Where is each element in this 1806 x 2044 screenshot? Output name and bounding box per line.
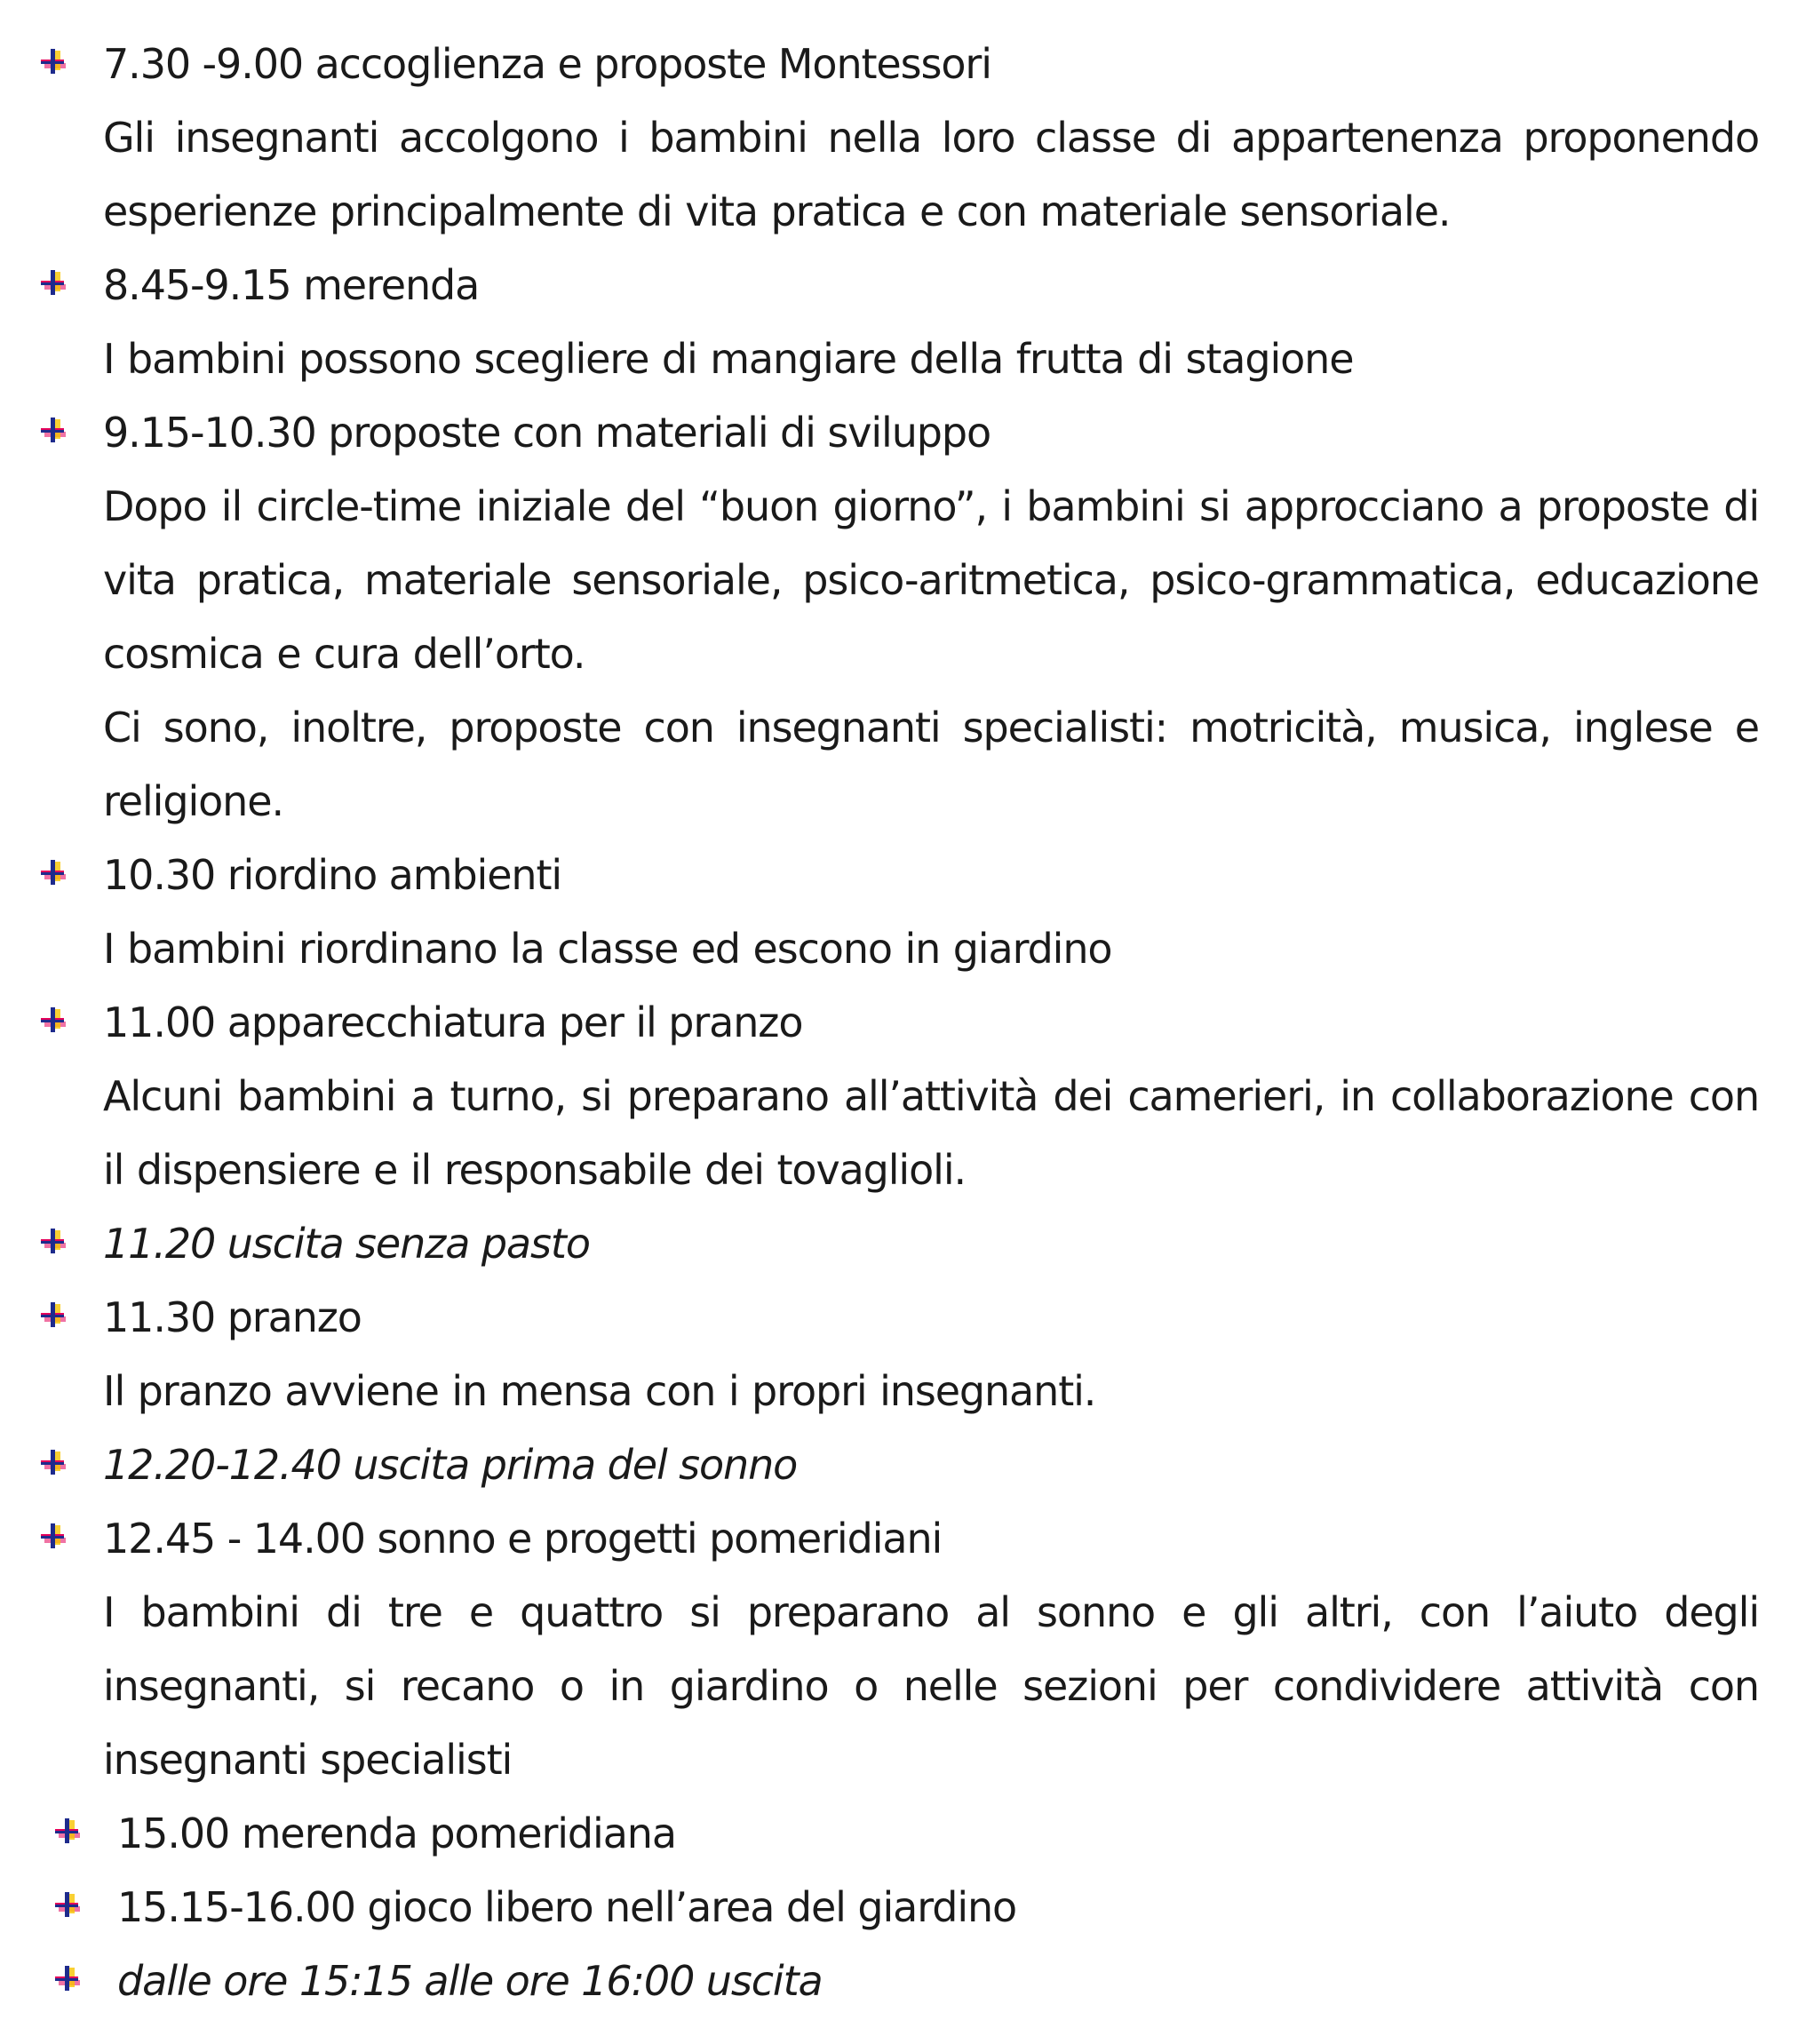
schedule-item: [0, 986, 1806, 1060]
bullet-icon: [39, 1448, 69, 1478]
item-heading: 10.30 riordino ambienti: [103, 851, 562, 899]
item-heading: 11.30 pranzo: [103, 1293, 362, 1341]
item-heading: 11.20 uscita senza pasto: [103, 1220, 590, 1268]
item-description: Alcuni bambini a turno, si preparano all’attività dei camerieri, in collaborazione con il dispensiere e il responsabile dei tovaglioli.: [103, 1072, 1759, 1194]
item-description: Ci sono, inoltre, proposte con insegnanti specialisti: motricità, musica, inglese e religione.: [103, 704, 1759, 825]
item-description: I bambini riordinano la classe ed escono in giardino: [103, 925, 1112, 973]
bullet-icon: [39, 416, 69, 446]
schedule-item: [0, 249, 1806, 322]
schedule-item: [0, 1281, 1806, 1355]
bullet-icon: [39, 1227, 69, 1257]
schedule-item: [0, 28, 1806, 101]
bullet-icon: [39, 1300, 69, 1331]
item-description: Dopo il circle-time iniziale del “buon giorno”, i bambini si approcciano a proposte di vita pratica, materiale sensoriale, psico-aritmetica, psico-grammatica, educazione cosmica e cura dell’orto.: [103, 482, 1759, 678]
schedule-item: [0, 396, 1806, 470]
item-heading: 15.00 merenda pomeridiana: [117, 1809, 676, 1857]
item-heading: 11.00 apparecchiatura per il pranzo: [103, 998, 803, 1046]
item-heading: 15.15-16.00 gioco libero nell’area del giardino: [117, 1883, 1017, 1931]
schedule-item: [0, 1207, 1806, 1281]
item-description: Il pranzo avviene in mensa con i propri insegnanti.: [103, 1367, 1096, 1415]
item-heading: dalle ore 15:15 alle ore 16:00 uscita: [117, 1957, 823, 2005]
item-heading: 12.20-12.40 uscita prima del sonno: [103, 1441, 798, 1489]
schedule-item: [0, 1797, 1806, 1871]
schedule-item: [0, 1945, 1806, 2018]
schedule-item: [0, 1502, 1806, 1576]
item-description: I bambini di tre e quattro si preparano al sonno e gli altri, con l’aiuto degli insegnanti, si recano o in giardino o nelle sezioni per condividere attività con insegnanti specialisti: [103, 1588, 1759, 1784]
bullet-icon: [53, 1817, 84, 1847]
item-description: Gli insegnanti accolgono i bambini nella loro classe di appartenenza proponendo esperienze principalmente di vita pratica e con materiale sensoriale.: [103, 114, 1759, 235]
item-heading: 7.30 -9.00 accoglienza e proposte Montessori: [103, 40, 991, 88]
bullet-icon: [53, 1964, 84, 1994]
item-description: I bambini possono scegliere di mangiare della frutta di stagione: [103, 335, 1354, 383]
item-heading: 8.45-9.15 merenda: [103, 261, 480, 309]
schedule-item: [0, 1871, 1806, 1945]
bullet-icon: [53, 1890, 84, 1921]
bullet-icon: [39, 47, 69, 77]
schedule-item: [0, 839, 1806, 912]
item-heading: 9.15-10.30 proposte con materiali di sviluppo: [103, 409, 991, 457]
bullet-icon: [39, 858, 69, 888]
item-heading: 12.45 - 14.00 sonno e progetti pomeridiani: [103, 1515, 943, 1563]
bullet-icon: [39, 1522, 69, 1552]
bullet-icon: [39, 268, 69, 298]
bullet-icon: [39, 1006, 69, 1036]
schedule-item: [0, 1428, 1806, 1502]
